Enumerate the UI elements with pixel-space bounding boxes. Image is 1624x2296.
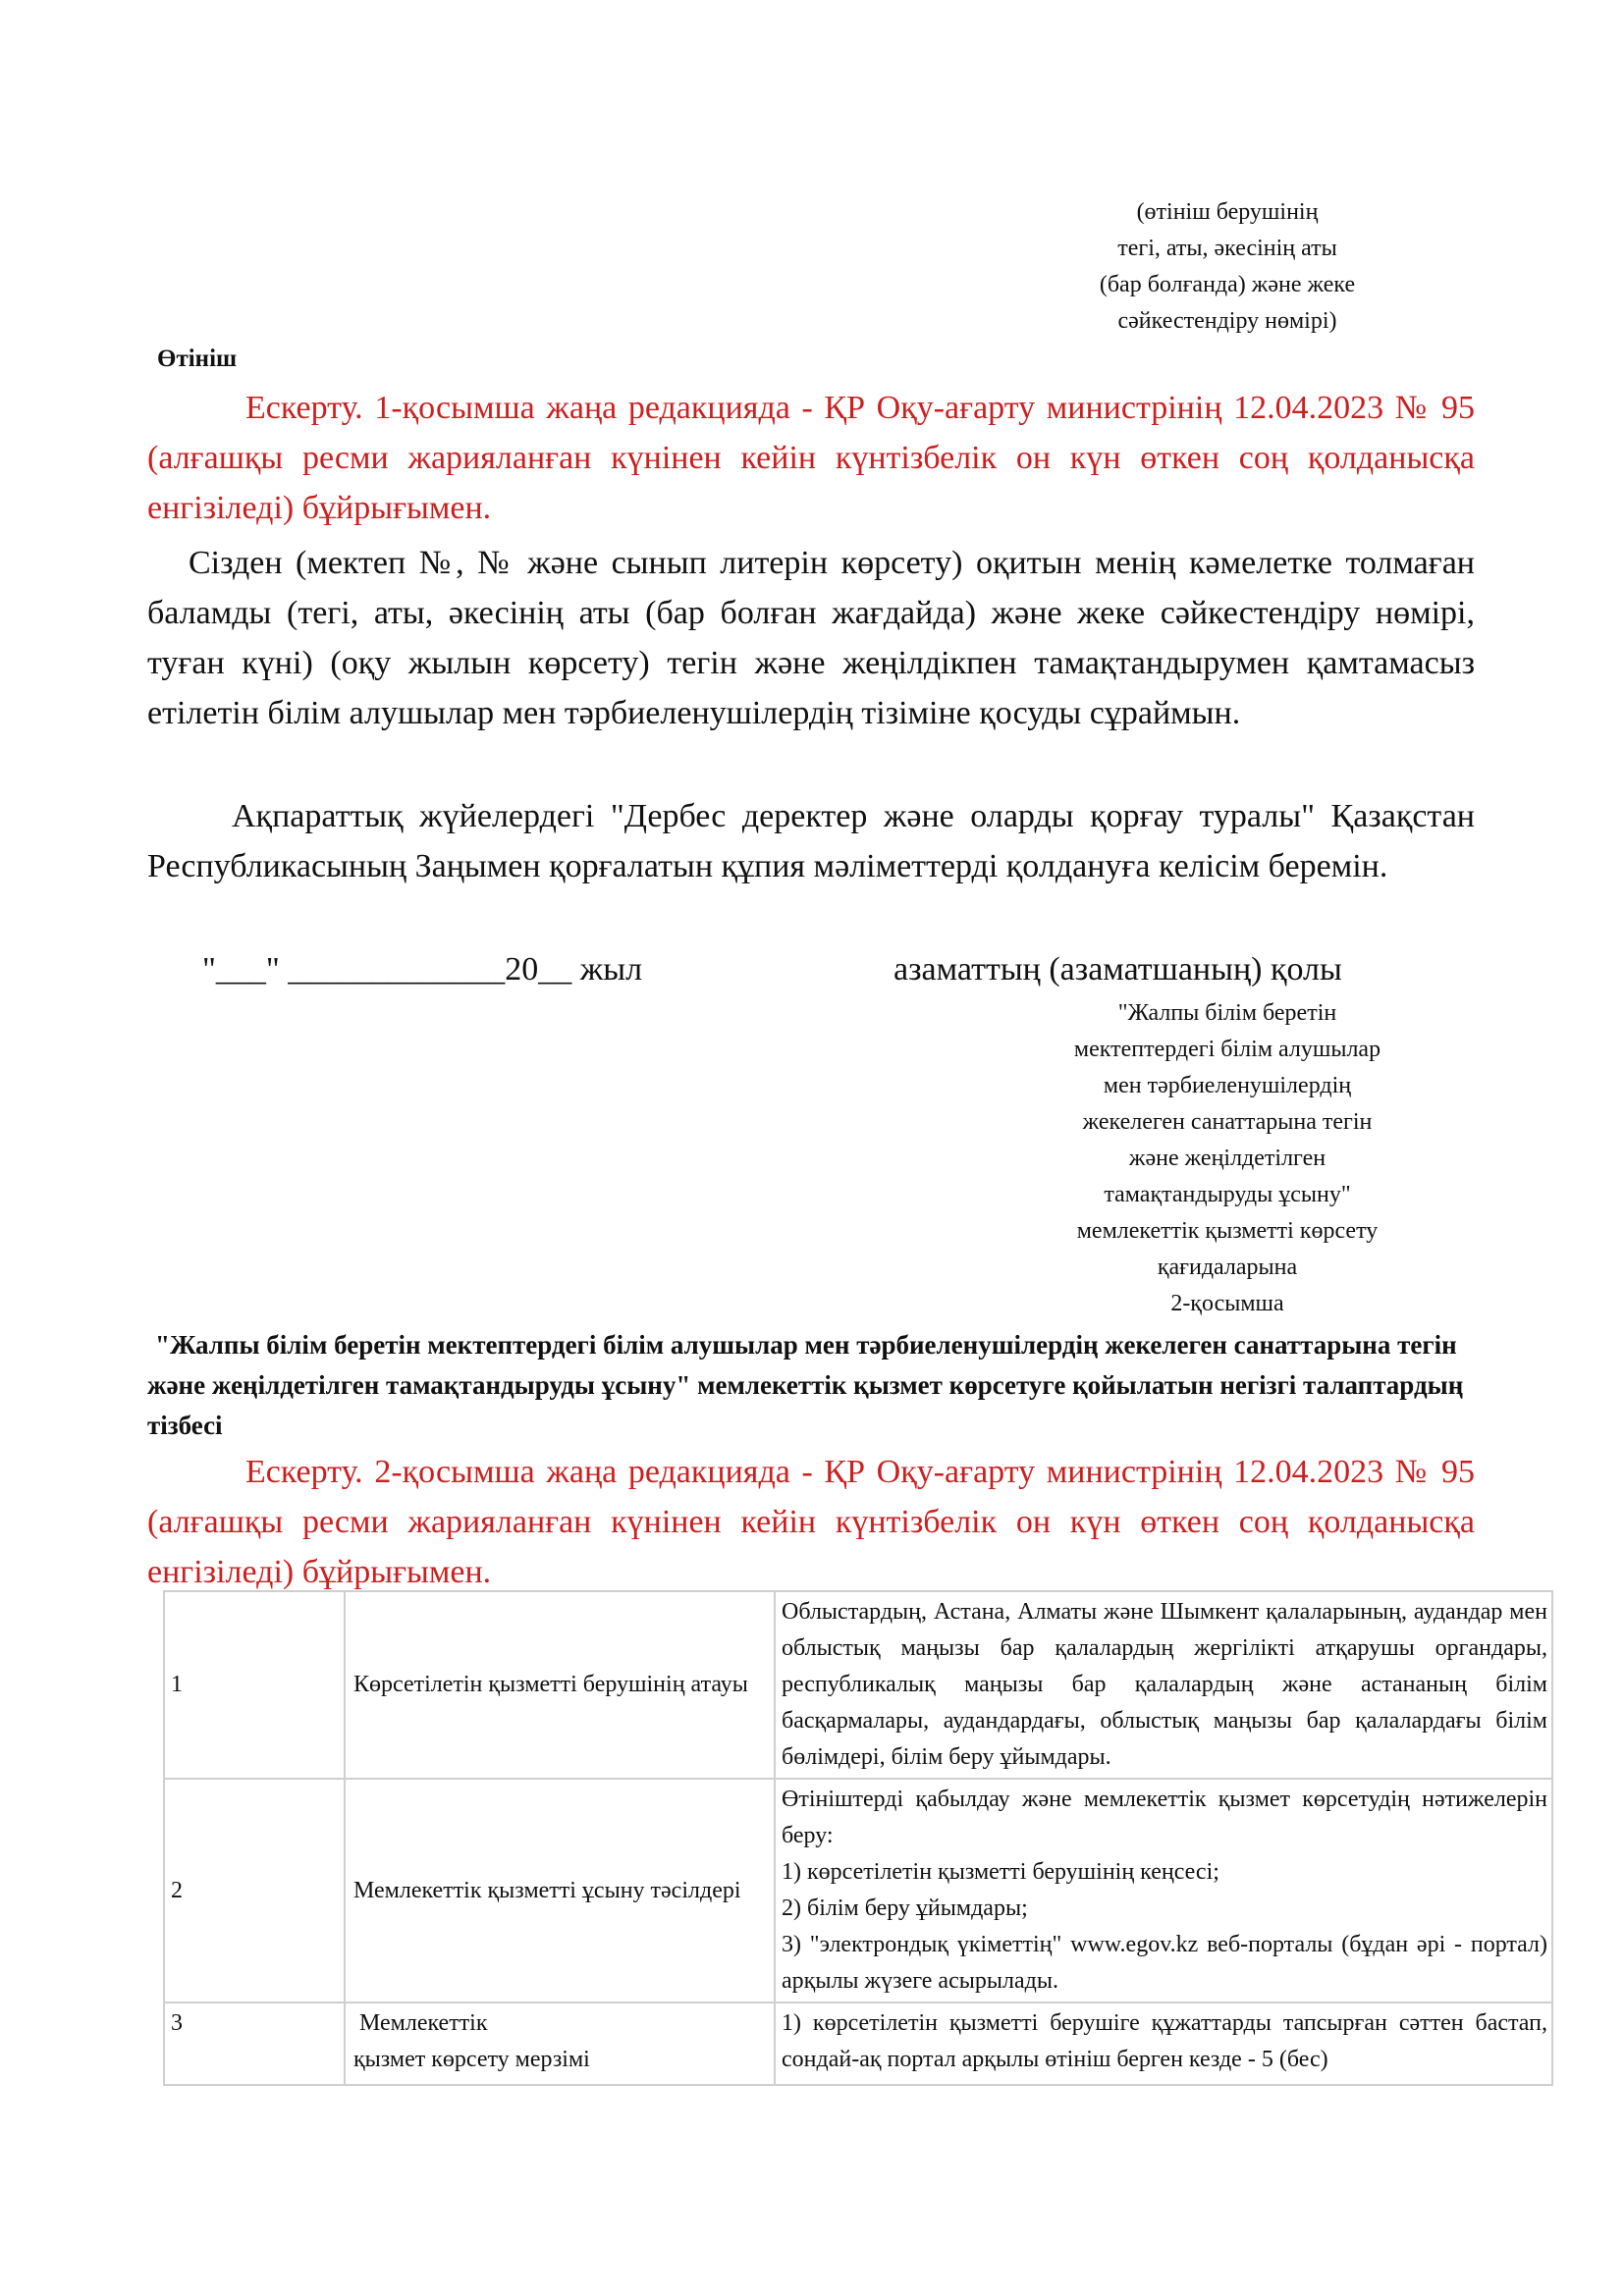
rules-caption-line: мен тәрбиеленушілердің <box>1103 1073 1352 1098</box>
rules-caption-line: және жеңілдетілген <box>1128 1146 1326 1171</box>
rules-caption-line: қағидаларына <box>1157 1255 1298 1280</box>
description-text: Өтініштерді қабылдау және мемлекеттік қызмет көрсетудің нәтижелерін беру: <box>782 1787 1547 1848</box>
signature-line <box>147 944 1475 994</box>
table-row <box>164 2002 1552 2085</box>
table-row <box>164 1591 1552 1779</box>
requirements-heading: "Жалпы білім беретін мектептердегі білім алушылар мен тәрбиеленушілердің жекелеген санаттарына тегін және жеңілдетілген тамақтандыруды ұсыну" мемлекеттік қызмет көрсетуге қойылатын негізгі талаптардың тізбесі <box>147 1330 1464 1440</box>
applicant-caption-line: сәйкестендіру нөмірі) <box>1117 308 1337 334</box>
description-item: 3) "электрондық үкіметтің" www.egov.kz веб-порталы (бұдан әрі - портал) арқылы жүзеге асырылады. <box>782 1932 1547 1994</box>
applicant-caption <box>1041 194 1414 340</box>
applicant-caption-line: тегі, аты, әкесінің аты <box>1117 236 1337 261</box>
description-item: 1) көрсетілетін қызметті берушінің кеңсесі; <box>782 1859 1219 1885</box>
document-title: Өтініш <box>157 346 238 372</box>
amendment-note-1: Ескерту. 1-қосымша жаңа редакцияда - ҚР Оқу-ағарту министрінің 12.04.2023 № 95 (алғашқы ресми жарияланған күнінен кейін күнтізбелік он күн өткен соң қолданысқа енгізіледі) бұйрығымен. <box>147 390 1475 526</box>
rules-caption-line: 2-қосымша <box>1170 1291 1284 1316</box>
row-name-line: Мемлекеттік <box>353 2010 488 2036</box>
row-name-line: қызмет көрсету мерзімі <box>353 2047 590 2072</box>
rules-caption-line: мемлекеттік қызметті көрсету <box>1076 1218 1379 1244</box>
signature-label: азаматтың (азаматшаның) қолы <box>893 951 1342 988</box>
row-number: 1 <box>164 1591 345 1779</box>
request-paragraph: Сізден (мектеп №, № және сынып литерін көрсету) оқитын менің кәмелетке толмаған баламды (тегі, аты, әкесінің аты (бар болған жағдайда) және жеке сәйкестендіру нөмірі, туған күні) (оқу жылын көрсету) тегін және жеңілдікпен тамақтандырумен қамтамасыз етілетін білім алушылар мен тәрбиеленушілердің тізіміне қосуды сұраймын. <box>147 545 1475 731</box>
table-row <box>164 1779 1552 2002</box>
applicant-caption-line: (бар болғанда) және жеке <box>1099 272 1356 297</box>
date-field: "___" _____________20__ жыл <box>202 951 643 988</box>
rules-caption-line: тамақтандыруды ұсыну" <box>1104 1182 1351 1207</box>
row-name: Мемлекеттік қызметті ұсыну тәсілдері <box>345 1779 775 2002</box>
rules-caption-line: жекелеген санаттарына тегін <box>1082 1109 1373 1135</box>
row-description <box>775 1779 1552 2002</box>
row-name <box>345 2002 775 2085</box>
applicant-caption-line: (өтініш берушінің <box>1136 199 1319 225</box>
row-description <box>775 2002 1552 2085</box>
rules-caption-line: мектептердегі білім алушылар <box>1073 1037 1381 1062</box>
row-description <box>775 1591 1552 1779</box>
amendment-note-2: Ескерту. 2-қосымша жаңа редакцияда - ҚР Оқу-ағарту министрінің 12.04.2023 № 95 (алғашқы ресми жарияланған күнінен кейін күнтізбелік он күн өткен соң қолданысқа енгізіледі) бұйрығымен. <box>147 1454 1475 1590</box>
rules-caption <box>1021 995 1434 1322</box>
description-text: Облыстардың, Астана, Алматы және Шымкент қалаларының, аудандар мен облыстық маңызы бар қалалардың жергілікті атқарушы органдары, республикалық маңызы бар қалалардың және астананың білім басқармалары, аудандардағы, облыстық маңызы бар қалалардағы білім бөлімдері, білім беру ұйымдары. <box>782 1599 1547 1770</box>
description-text: 1) көрсетілетін қызметті берушіге құжаттарды тапсырған сәттен бастап, сондай-ақ портал арқылы өтініш берген кезде - 5 (бес) <box>782 2010 1547 2072</box>
row-number: 2 <box>164 1779 345 2002</box>
requirements-table <box>163 1590 1553 2086</box>
row-name: Көрсетілетін қызметті берушінің атауы <box>345 1591 775 1779</box>
consent-paragraph: Ақпараттық жүйелердегі "Дербес деректер және оларды қорғау туралы" Қазақстан Республикасының Заңымен қорғалатын құпия мәліметтерді қолдануға келісім беремін. <box>147 798 1475 884</box>
row-number: 3 <box>164 2002 345 2085</box>
description-item: 2) білім беру ұйымдары; <box>782 1896 1028 1921</box>
rules-caption-line: "Жалпы білім беретін <box>1117 1000 1337 1026</box>
